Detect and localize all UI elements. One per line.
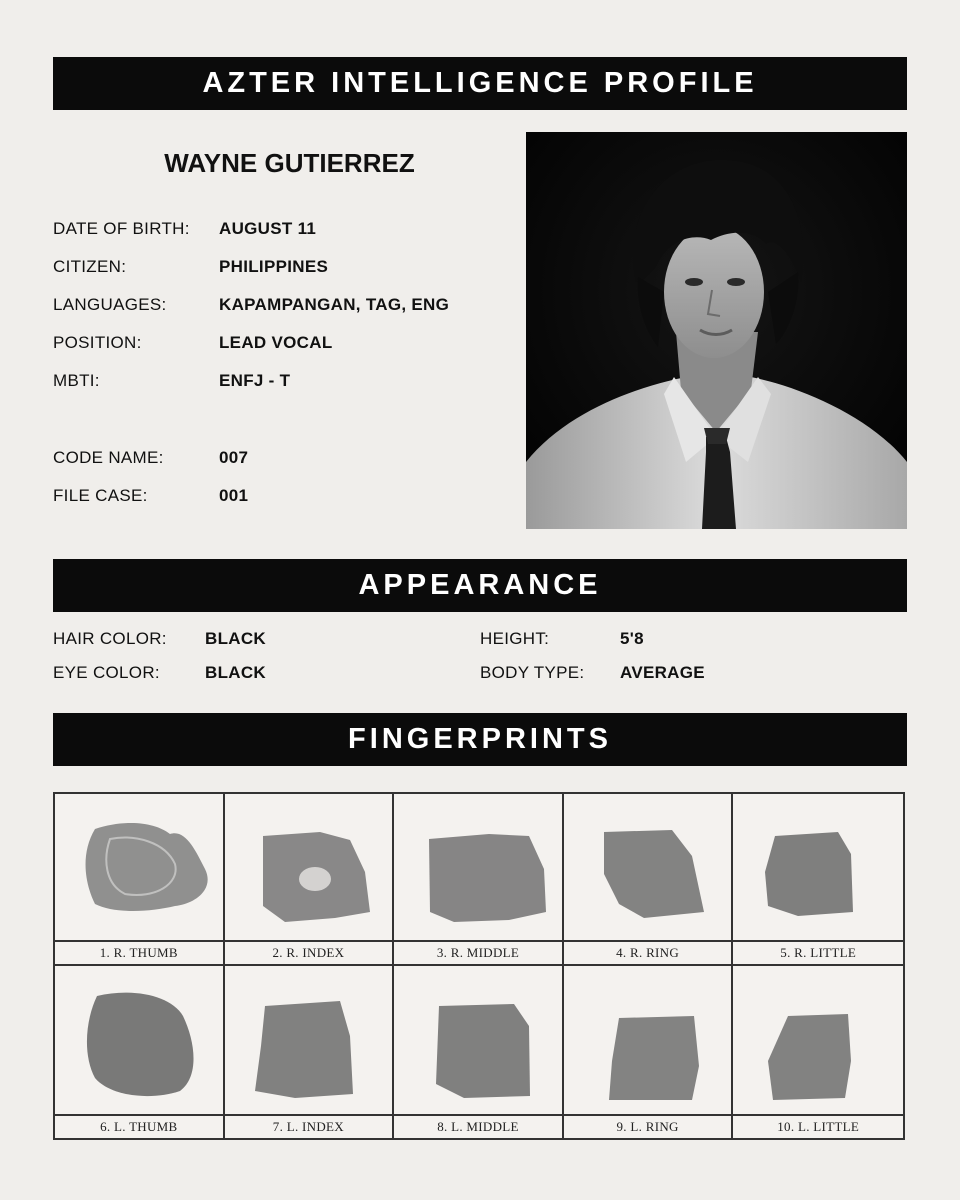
field-label: LANGUAGES: xyxy=(53,295,167,314)
fingerprint-cell-l-ring xyxy=(564,966,734,1138)
fingerprint-cell-r-index xyxy=(225,794,395,966)
field-value: KAPAMPANGAN, TAG, ENG xyxy=(219,295,450,314)
profile-title: AZTER INTELLIGENCE PROFILE xyxy=(202,67,758,99)
fingerprints-title: FINGERPRINTS xyxy=(348,723,612,755)
fingerprint-cell-r-little xyxy=(733,794,903,966)
field-label: HEIGHT: xyxy=(480,629,550,648)
fingerprint-label: 8. L. MIDDLE xyxy=(394,1114,562,1138)
field-label: EYE COLOR: xyxy=(53,663,160,682)
fingerprint-label: 3. R. MIDDLE xyxy=(394,940,562,964)
fingerprint-impression xyxy=(564,966,732,1114)
field-label: HAIR COLOR: xyxy=(53,629,167,648)
fingerprints-banner xyxy=(53,713,907,766)
fingerprint-impression xyxy=(394,794,562,942)
fingerprint-impression xyxy=(733,794,893,942)
fingerprint-cell-r-ring xyxy=(564,794,734,966)
fingerprint-cell-l-index xyxy=(225,966,395,1138)
field-label: BODY TYPE: xyxy=(480,663,585,682)
subject-name: WAYNE GUTIERREZ xyxy=(164,148,415,178)
fingerprint-impression xyxy=(733,966,893,1114)
fingerprint-cell-l-little xyxy=(733,966,903,1138)
fingerprint-label: 6. L. THUMB xyxy=(55,1114,223,1138)
fingerprint-label: 9. L. RING xyxy=(564,1114,732,1138)
field-value: 007 xyxy=(219,448,249,467)
field-value: PHILIPPINES xyxy=(219,257,329,276)
fingerprint-label: 5. R. LITTLE xyxy=(733,940,903,964)
fingerprint-impression xyxy=(55,966,223,1114)
field-value: 5'8 xyxy=(620,629,644,648)
fingerprint-label: 4. R. RING xyxy=(564,940,732,964)
field-value: 001 xyxy=(219,486,249,505)
profile-title-banner xyxy=(53,57,907,110)
fingerprint-cell-r-thumb xyxy=(55,794,225,966)
fingerprint-impression xyxy=(55,794,223,942)
field-value: BLACK xyxy=(205,629,266,648)
fingerprint-cell-r-middle xyxy=(394,794,564,966)
fingerprint-cell-l-thumb xyxy=(55,966,225,1138)
fingerprint-label: 10. L. LITTLE xyxy=(733,1114,903,1138)
field-value: AVERAGE xyxy=(620,663,705,682)
field-label: CODE NAME: xyxy=(53,448,164,467)
fingerprint-card xyxy=(53,792,905,1140)
portrait-illustration xyxy=(526,132,907,529)
field-value: BLACK xyxy=(205,663,266,682)
field-value: LEAD VOCAL xyxy=(219,333,333,352)
field-value: ENFJ - T xyxy=(219,371,291,390)
appearance-title: APPEARANCE xyxy=(358,569,602,601)
fingerprint-impression xyxy=(564,794,732,942)
field-label: POSITION: xyxy=(53,333,142,352)
field-value: AUGUST 11 xyxy=(219,219,317,238)
fingerprint-cell-l-middle xyxy=(394,966,564,1138)
field-label: CITIZEN: xyxy=(53,257,127,276)
fingerprint-impression xyxy=(225,966,393,1114)
fingerprint-impression xyxy=(394,966,562,1114)
fingerprint-label: 2. R. INDEX xyxy=(225,940,393,964)
field-label: DATE OF BIRTH: xyxy=(53,219,190,238)
field-label: MBTI: xyxy=(53,371,100,390)
fingerprint-label: 1. R. THUMB xyxy=(55,940,223,964)
field-label: FILE CASE: xyxy=(53,486,148,505)
subject-photo xyxy=(526,132,907,529)
fingerprint-impression xyxy=(225,794,393,942)
appearance-banner xyxy=(53,559,907,612)
fingerprint-label: 7. L. INDEX xyxy=(225,1114,393,1138)
